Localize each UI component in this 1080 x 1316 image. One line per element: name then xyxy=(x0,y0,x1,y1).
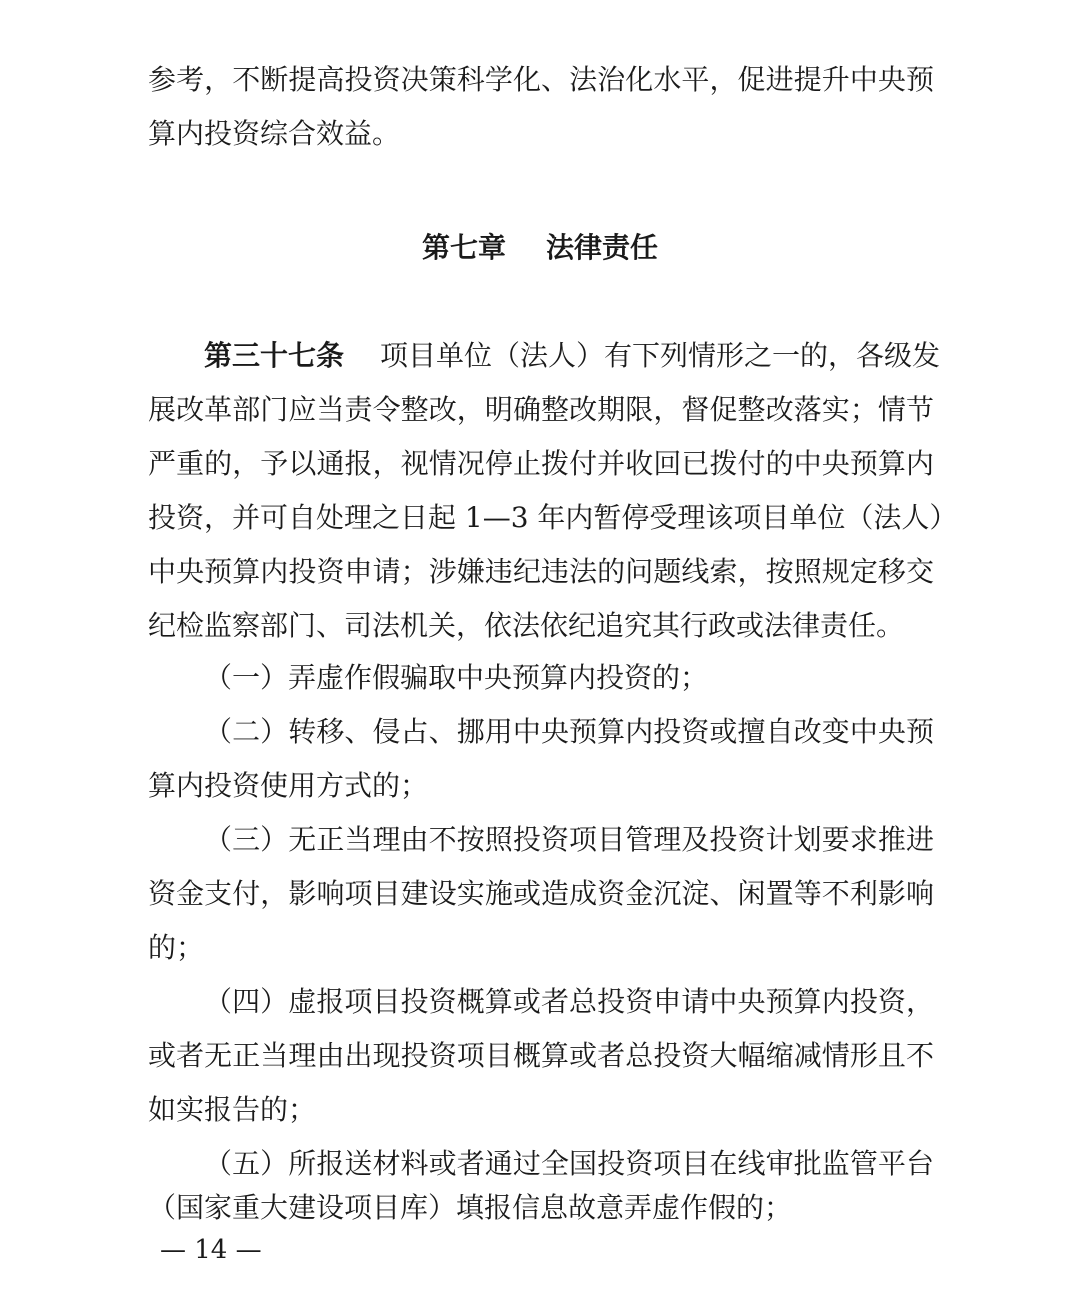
list-item-4-cont: 如实报告的； xyxy=(148,1093,317,1126)
list-item-3: （三）无正当理由不按照投资项目管理及投资计划要求推进 xyxy=(204,823,934,856)
list-item-1: （一）弄虚作假骗取中央预算内投资的； xyxy=(204,661,709,694)
list-item-3-cont: 的； xyxy=(148,931,205,964)
paragraph-line: 投资，并可自处理之日起 1—3 年内暂停受理该项目单位（法人） xyxy=(148,501,958,534)
chapter-heading xyxy=(0,222,1080,274)
list-item-2-cont: 算内投资使用方式的； xyxy=(148,769,429,802)
paragraph-line: 参考，不断提高投资决策科学化、法治化水平，促进提升中央预 xyxy=(148,63,934,96)
paragraph-line: 中央预算内投资申请；涉嫌违纪违法的问题线索，按照规定移交 xyxy=(148,555,934,588)
paragraph-line: 展改革部门应当责令整改，明确整改期限，督促整改落实；情节 xyxy=(148,393,934,426)
chapter-number: 第七章 xyxy=(421,231,506,264)
list-item-3-cont: 资金支付，影响项目建设实施或造成资金沉淀、闲置等不利影响 xyxy=(148,877,934,910)
list-item-5-cont: （国家重大建设项目库）填报信息故意弄虚作假的； xyxy=(148,1191,793,1224)
list-item-4: （四）虚报项目投资概算或者总投资申请中央预算内投资， xyxy=(204,985,934,1018)
paragraph-line: 纪检监察部门、司法机关，依法依纪追究其行政或法律责任。 xyxy=(148,609,905,642)
list-item-5: （五）所报送材料或者通过全国投资项目在线审批监管平台 xyxy=(204,1147,934,1180)
chapter-title: 法律责任 xyxy=(546,231,659,264)
article-number: 第三十七条 xyxy=(204,339,345,372)
list-item-2: （二）转移、侵占、挪用中央预算内投资或擅自改变中央预 xyxy=(204,715,934,748)
page-number: — 14 — xyxy=(160,1235,262,1265)
paragraph-line: 算内投资综合效益。 xyxy=(148,117,401,150)
paragraph-line: 严重的，予以通报，视情况停止拨付并收回已拨付的中央预算内 xyxy=(148,447,934,480)
article-first-line xyxy=(204,330,941,382)
list-item-4-cont: 或者无正当理由出现投资项目概算或者总投资大幅缩减情形且不 xyxy=(148,1039,934,1072)
article-text: 项目单位（法人）有下列情形之一的，各级发 xyxy=(380,339,941,372)
